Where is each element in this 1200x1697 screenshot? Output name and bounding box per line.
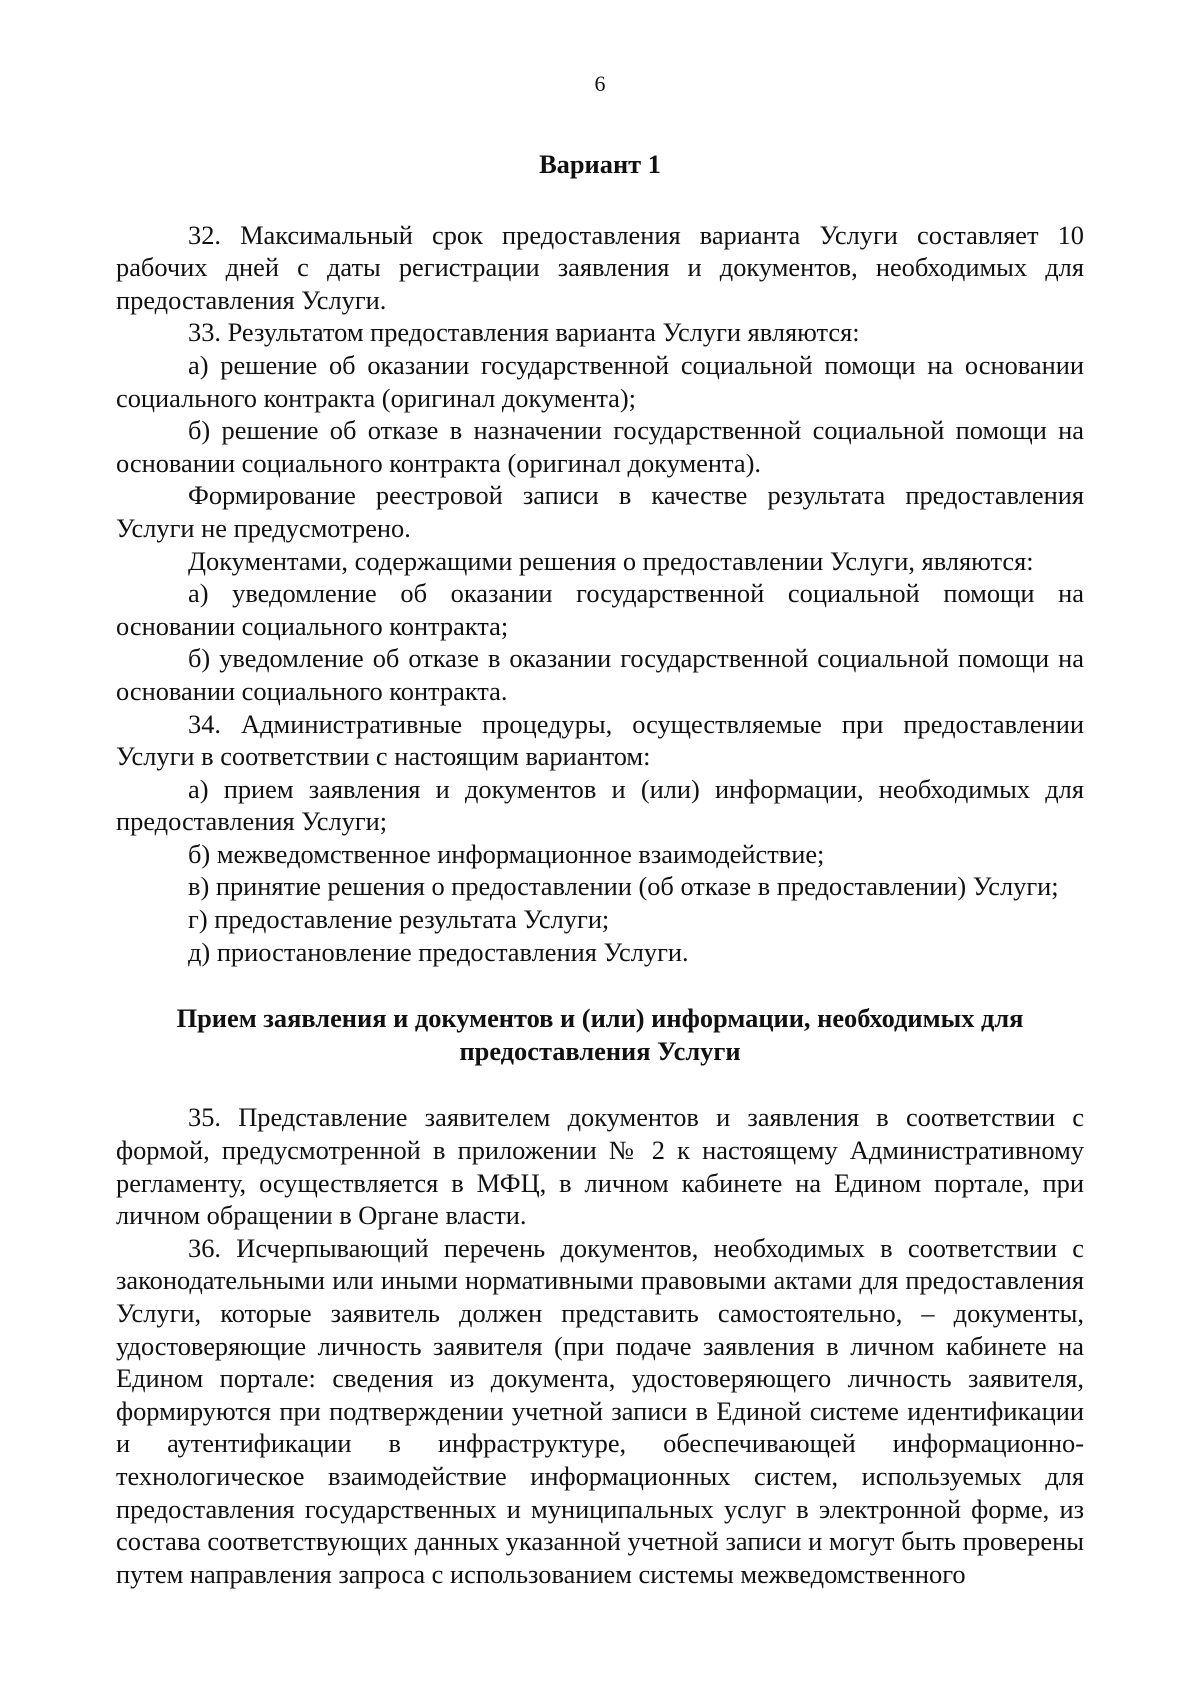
paragraph-34-g: г) предоставление результата Услуги; (188, 904, 610, 935)
page-number: 6 (594, 71, 606, 96)
paragraph-registry-record: Формирование реестровой записи в качестве результата предоставления Услуги не предусмотрено. (116, 480, 1084, 543)
paragraph-33-a: а) решение об оказании государственной социальной помощи на основании социального контракта (оригинал документа); (116, 349, 1084, 413)
document-body (116, 148, 1084, 1590)
paragraph-notice-b: б) уведомление об отказе в оказании государственной социальной помощи на основании социального контракта. (116, 643, 1084, 706)
paragraph-34: 34. Административные процедуры, осуществляемые при предоставлении Услуги в соответствии с настоящим вариантом: (116, 708, 1084, 772)
paragraph-notice-a: а) уведомление об оказании государственной социальной помощи на основании социального контракта; (116, 578, 1084, 641)
paragraph-decision-documents: Документами, содержащими решения о предоставлении Услуги, являются: (188, 545, 1034, 576)
paragraph-35: 35. Представление заявителем документов и заявления в соответствии с формой, предусмотренной в приложении № 2 к настоящему Административному регламенту, осуществляется в МФЦ, в личном кабинете на Едином портале, при личном обращении в Органе власти. (116, 1102, 1084, 1231)
paragraph-36: 36. Исчерпывающий перечень документов, необходимых в соответствии с законодательными или иными нормативными правовыми актами для предоставления Услуги, которые заявитель должен представить самостоятельно, – документы, удостоверяющие личность заявителя (при подаче заявления в личном кабинете на Едином портале: сведения из документа, удостоверяющего личность заявителя, формируются при подтверждении учетной записи в Единой системе идентификации и аутентификации в инфраструктуре, обеспечивающей информационно-технологическое взаимодействие информационных систем, используемых для предоставления государственных и муниципальных услуг в электронной форме, из состава соответствующих данных указанной учетной записи и могут быть проверены путем направления запроса с использованием системы межведомственного (116, 1232, 1084, 1589)
paragraph-34-b: б) межведомственное информационное взаимодействие; (188, 838, 825, 869)
paragraph-34-v: в) принятие решения о предоставлении (об отказе в предоставлении) Услуги; (188, 871, 1059, 902)
paragraph-33: 33. Результатом предоставления варианта Услуги являются: (188, 317, 860, 348)
paragraph-33-b: б) решение об отказе в назначении государственной социальной помощи на основании социального контракта (оригинал документа). (116, 415, 1084, 478)
paragraph-34-a: а) прием заявления и документов и (или) информации, необходимых для предоставления Услуги; (116, 773, 1084, 837)
heading-reception: Прием заявления и документов и (или) информации, необходимых для предоставления Услуги (176, 1003, 1024, 1066)
paragraph-32: 32. Максимальный срок предоставления варианта Услуги составляет 10 рабочих дней с даты регистрации заявления и документов, необходимых для предоставления Услуги. (116, 219, 1084, 315)
heading-variant: Вариант 1 (539, 149, 661, 179)
paragraph-34-d: д) приостановление предоставления Услуги. (188, 936, 689, 967)
